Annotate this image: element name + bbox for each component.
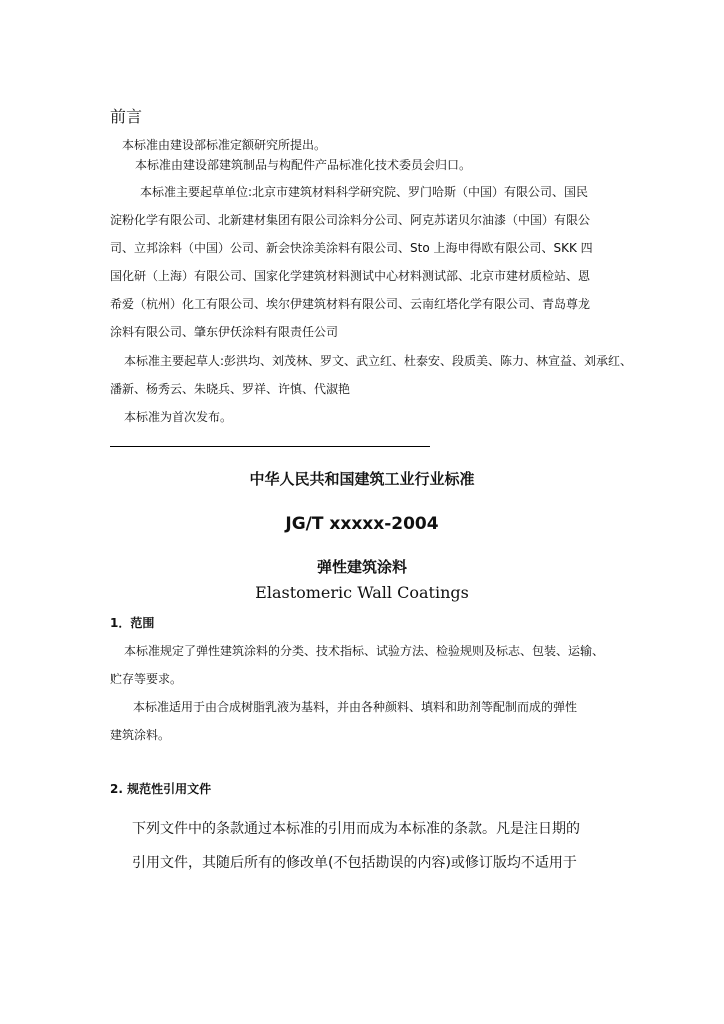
standard-type-title: 中华人民共和国建筑工业行业标准 <box>249 470 475 488</box>
section-heading: 2. 规范性引用文件 <box>110 782 212 796</box>
foreword-line: 国化研（上海）有限公司、国家化学建筑材料测试中心材料测试部、北京市建材质检站、恩 <box>110 269 591 283</box>
section-line: 下列文件中的条款通过本标准的引用而成为本标准的条款。凡是注日期的 <box>132 821 580 837</box>
standard-name-en: Elastomeric Wall Coatings <box>255 583 469 602</box>
foreword-line: 希爱（杭州）化工有限公司、埃尔伊建筑材料有限公司、云南红塔化学有限公司、青岛尊龙 <box>110 297 591 311</box>
separator-rule <box>110 446 430 447</box>
foreword-line: 涂料有限公司、肇东伊仸涂料有限责任公司 <box>110 325 339 339</box>
section-line: 本标准适用于由合成树脂乳液为基料，并由各种颜料、填料和助剂等配制而成的弹性 <box>133 700 578 714</box>
foreword-heading: 前言 <box>110 107 143 126</box>
foreword-line: 本标准由建设部标准定额研究所提出。 <box>122 138 327 152</box>
standard-name-cn: 弹性建筑涂料 <box>316 558 407 576</box>
foreword-line: 本标准主要起草人:彭洪均、刘茂林、罗文、武立红、杜泰安、段质美、陈力、林宣益、刘承红、 <box>124 354 633 368</box>
section-line: 引用文件，其随后所有的修改单(不包括勘误的内容)或修订版均不适用于 <box>132 855 577 871</box>
foreword-line: 本标准为首次发布。 <box>124 410 233 424</box>
foreword-line: 司、立邦涂料（中国）公司、新会快涂美涂料有限公司、Sto 上海申得欧有限公司、SKK 四 <box>110 241 593 255</box>
standard-code: JG/T xxxxx-2004 <box>285 514 439 534</box>
foreword-line: 本标准主要起草单位:北京市建筑材料科学研究院、罗门哈斯（中国）有限公司、国民 <box>140 185 589 199</box>
foreword-line: 潘新、杨秀云、朱晓兵、罗祥、许慎、代淑艳 <box>110 382 351 396</box>
foreword-line: 本标准由建设部建筑制品与构配件产品标准化技术委员会归口。 <box>135 158 472 172</box>
section-line: 本标准规定了弹性建筑涂料的分类、技术指标、试验方法、检验规则及标志、包装、运输、 <box>124 644 605 658</box>
foreword-line: 淀粉化学有限公司、北新建材集团有限公司涂料分公司、阿克苏诺贝尔油漆（中国）有限公 <box>110 213 591 227</box>
section-heading: 1．范围 <box>110 616 155 630</box>
section-line: 建筑涂料。 <box>110 728 171 742</box>
section-line: 贮存等要求。 <box>110 672 183 686</box>
